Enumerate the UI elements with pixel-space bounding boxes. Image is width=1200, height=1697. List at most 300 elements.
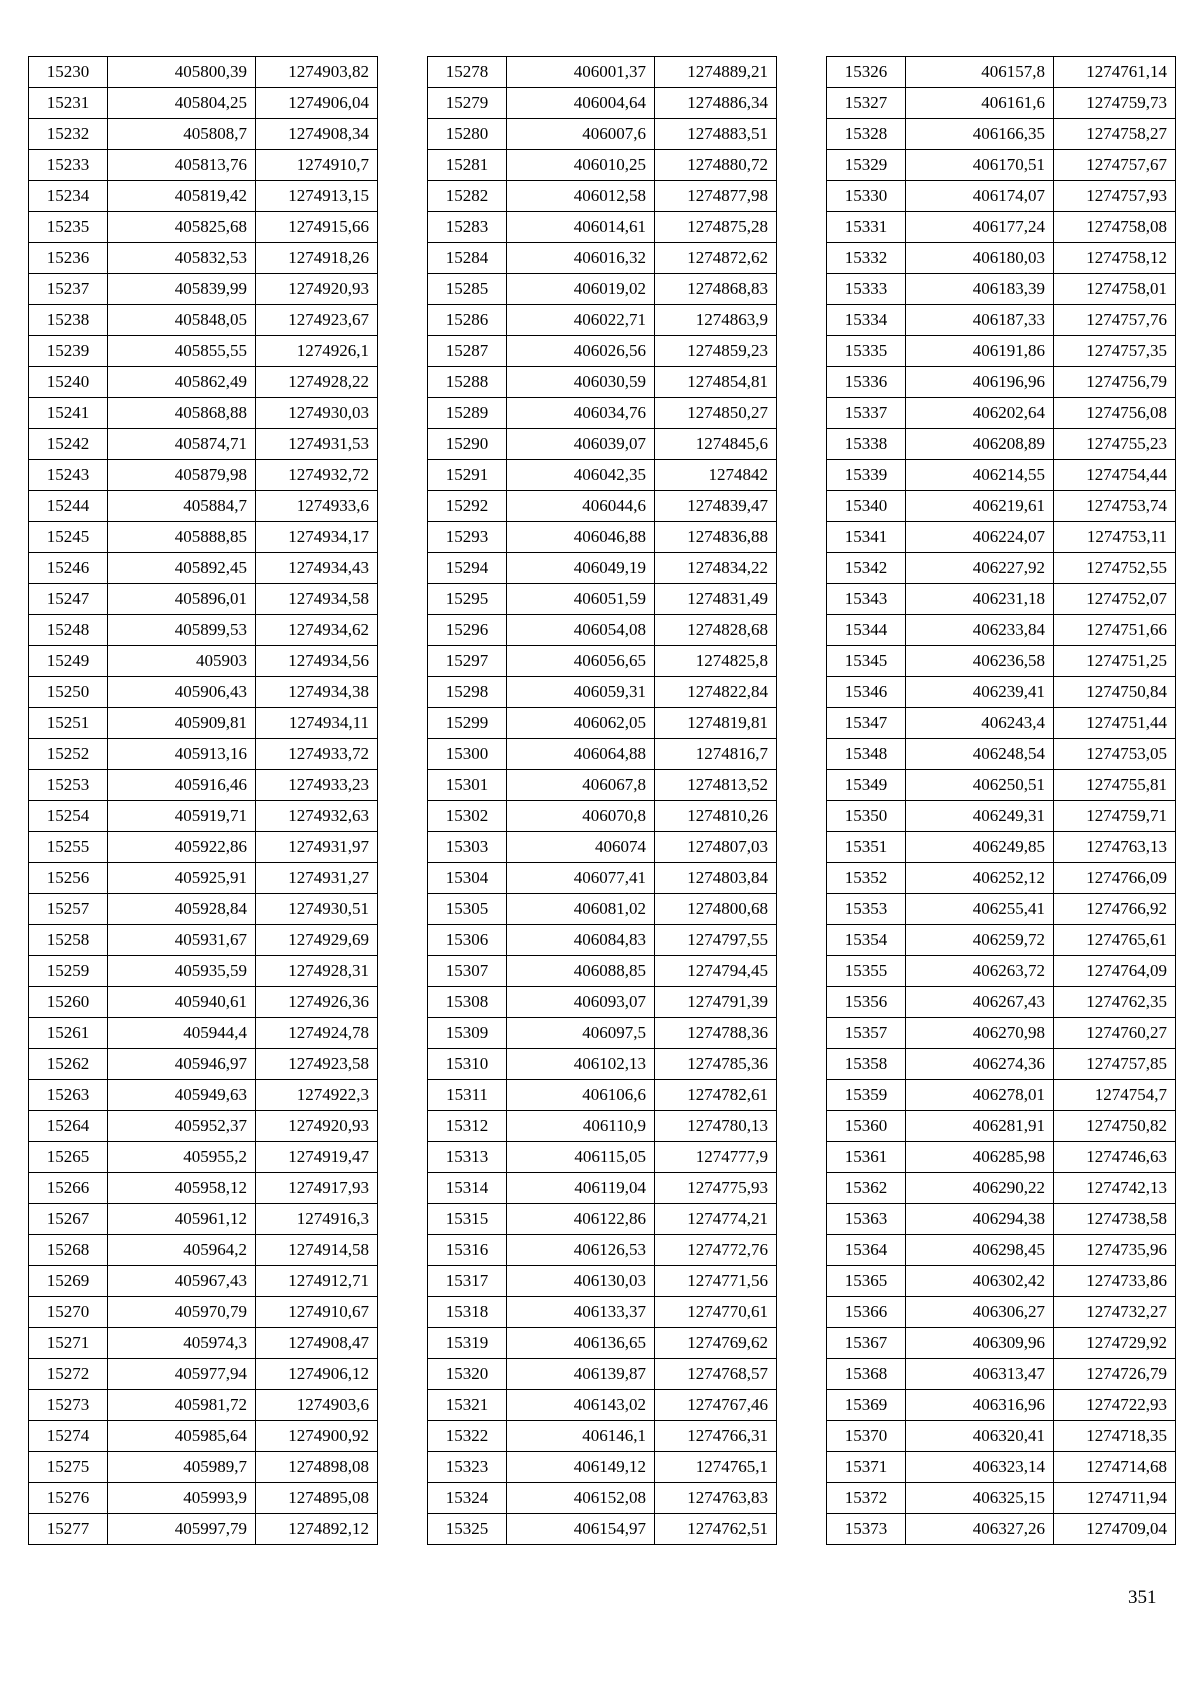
- point-number-cell: 15233: [29, 150, 108, 181]
- table-row: [29, 646, 378, 677]
- point-number-cell: 15287: [428, 336, 507, 367]
- x-coordinate-cell: 406224,07: [906, 522, 1054, 553]
- coordinate-table-1: [28, 56, 378, 1545]
- table-row: [827, 522, 1176, 553]
- y-coordinate-cell: 1274762,51: [655, 1514, 777, 1545]
- y-coordinate-cell: 1274825,8: [655, 646, 777, 677]
- x-coordinate-cell: 406170,51: [906, 150, 1054, 181]
- point-number-cell: 15259: [29, 956, 108, 987]
- x-coordinate-cell: 406046,88: [507, 522, 655, 553]
- x-coordinate-cell: 406187,33: [906, 305, 1054, 336]
- table-row: [29, 1359, 378, 1390]
- x-coordinate-cell: 405952,37: [108, 1111, 256, 1142]
- y-coordinate-cell: 1274923,58: [256, 1049, 378, 1080]
- table-row: [428, 1452, 777, 1483]
- y-coordinate-cell: 1274763,83: [655, 1483, 777, 1514]
- point-number-cell: 15235: [29, 212, 108, 243]
- y-coordinate-cell: 1274930,03: [256, 398, 378, 429]
- table-row: [428, 646, 777, 677]
- y-coordinate-cell: 1274746,63: [1054, 1142, 1176, 1173]
- x-coordinate-cell: 406044,6: [507, 491, 655, 522]
- table-row: [827, 832, 1176, 863]
- y-coordinate-cell: 1274711,94: [1054, 1483, 1176, 1514]
- table-row: [428, 305, 777, 336]
- table-row: [428, 57, 777, 88]
- table-row: [428, 1390, 777, 1421]
- table-row: [29, 1111, 378, 1142]
- y-coordinate-cell: 1274933,6: [256, 491, 378, 522]
- y-coordinate-cell: 1274813,52: [655, 770, 777, 801]
- table-row: [29, 1173, 378, 1204]
- y-coordinate-cell: 1274766,09: [1054, 863, 1176, 894]
- table-row: [29, 1483, 378, 1514]
- table-row: [827, 1142, 1176, 1173]
- y-coordinate-cell: 1274735,96: [1054, 1235, 1176, 1266]
- x-coordinate-cell: 405855,55: [108, 336, 256, 367]
- x-coordinate-cell: 405925,91: [108, 863, 256, 894]
- y-coordinate-cell: 1274923,67: [256, 305, 378, 336]
- table-row: [827, 150, 1176, 181]
- point-number-cell: 15254: [29, 801, 108, 832]
- point-number-cell: 15358: [827, 1049, 906, 1080]
- y-coordinate-cell: 1274886,34: [655, 88, 777, 119]
- x-coordinate-cell: 406115,05: [507, 1142, 655, 1173]
- x-coordinate-cell: 406248,54: [906, 739, 1054, 770]
- x-coordinate-cell: 406130,03: [507, 1266, 655, 1297]
- x-coordinate-cell: 405813,76: [108, 150, 256, 181]
- table-row: [827, 491, 1176, 522]
- y-coordinate-cell: 1274751,25: [1054, 646, 1176, 677]
- point-number-cell: 15324: [428, 1483, 507, 1514]
- table-row: [827, 1421, 1176, 1452]
- point-number-cell: 15351: [827, 832, 906, 863]
- table-row: [29, 956, 378, 987]
- point-number-cell: 15250: [29, 677, 108, 708]
- table-row: [827, 119, 1176, 150]
- table-row: [827, 987, 1176, 1018]
- x-coordinate-cell: 406001,37: [507, 57, 655, 88]
- x-coordinate-cell: 406306,27: [906, 1297, 1054, 1328]
- y-coordinate-cell: 1274750,82: [1054, 1111, 1176, 1142]
- y-coordinate-cell: 1274751,66: [1054, 615, 1176, 646]
- x-coordinate-cell: 406012,58: [507, 181, 655, 212]
- point-number-cell: 15332: [827, 243, 906, 274]
- table-row: [428, 336, 777, 367]
- y-coordinate-cell: 1274760,27: [1054, 1018, 1176, 1049]
- y-coordinate-cell: 1274753,11: [1054, 522, 1176, 553]
- x-coordinate-cell: 406298,45: [906, 1235, 1054, 1266]
- x-coordinate-cell: 406313,47: [906, 1359, 1054, 1390]
- table-row: [428, 1235, 777, 1266]
- y-coordinate-cell: 1274845,6: [655, 429, 777, 460]
- y-coordinate-cell: 1274763,13: [1054, 832, 1176, 863]
- table-row: [29, 274, 378, 305]
- point-number-cell: 15295: [428, 584, 507, 615]
- table-row: [29, 584, 378, 615]
- table-row: [29, 739, 378, 770]
- y-coordinate-cell: 1274750,84: [1054, 677, 1176, 708]
- y-coordinate-cell: 1274828,68: [655, 615, 777, 646]
- point-number-cell: 15310: [428, 1049, 507, 1080]
- y-coordinate-cell: 1274859,23: [655, 336, 777, 367]
- x-coordinate-cell: 406231,18: [906, 584, 1054, 615]
- x-coordinate-cell: 405874,71: [108, 429, 256, 460]
- table-row: [827, 274, 1176, 305]
- point-number-cell: 15341: [827, 522, 906, 553]
- y-coordinate-cell: 1274757,93: [1054, 181, 1176, 212]
- table-row: [428, 553, 777, 584]
- x-coordinate-cell: 406191,86: [906, 336, 1054, 367]
- x-coordinate-cell: 406249,85: [906, 832, 1054, 863]
- point-number-cell: 15369: [827, 1390, 906, 1421]
- point-number-cell: 15297: [428, 646, 507, 677]
- x-coordinate-cell: 406074: [507, 832, 655, 863]
- point-number-cell: 15359: [827, 1080, 906, 1111]
- table-row: [29, 1235, 378, 1266]
- table-row: [29, 553, 378, 584]
- point-number-cell: 15325: [428, 1514, 507, 1545]
- table-row: [827, 708, 1176, 739]
- x-coordinate-cell: 405903: [108, 646, 256, 677]
- table-row: [29, 1266, 378, 1297]
- y-coordinate-cell: 1274929,69: [256, 925, 378, 956]
- point-number-cell: 15238: [29, 305, 108, 336]
- point-number-cell: 15244: [29, 491, 108, 522]
- y-coordinate-cell: 1274922,3: [256, 1080, 378, 1111]
- table-row: [29, 212, 378, 243]
- x-coordinate-cell: 406133,37: [507, 1297, 655, 1328]
- point-number-cell: 15337: [827, 398, 906, 429]
- table-row: [428, 863, 777, 894]
- y-coordinate-cell: 1274931,97: [256, 832, 378, 863]
- table-row: [29, 57, 378, 88]
- x-coordinate-cell: 406183,39: [906, 274, 1054, 305]
- y-coordinate-cell: 1274726,79: [1054, 1359, 1176, 1390]
- point-number-cell: 15262: [29, 1049, 108, 1080]
- x-coordinate-cell: 406250,51: [906, 770, 1054, 801]
- y-coordinate-cell: 1274751,44: [1054, 708, 1176, 739]
- table-row: [29, 894, 378, 925]
- x-coordinate-cell: 405940,61: [108, 987, 256, 1018]
- table-row: [827, 1049, 1176, 1080]
- table-row: [29, 1297, 378, 1328]
- table-row: [827, 1297, 1176, 1328]
- x-coordinate-cell: 405906,43: [108, 677, 256, 708]
- table-row: [428, 1173, 777, 1204]
- point-number-cell: 15328: [827, 119, 906, 150]
- table-row: [428, 522, 777, 553]
- point-number-cell: 15306: [428, 925, 507, 956]
- y-coordinate-cell: 1274903,82: [256, 57, 378, 88]
- x-coordinate-cell: 406243,4: [906, 708, 1054, 739]
- point-number-cell: 15280: [428, 119, 507, 150]
- table-row: [428, 1111, 777, 1142]
- point-number-cell: 15315: [428, 1204, 507, 1235]
- x-coordinate-cell: 406019,02: [507, 274, 655, 305]
- point-number-cell: 15276: [29, 1483, 108, 1514]
- x-coordinate-cell: 406320,41: [906, 1421, 1054, 1452]
- x-coordinate-cell: 406259,72: [906, 925, 1054, 956]
- y-coordinate-cell: 1274714,68: [1054, 1452, 1176, 1483]
- y-coordinate-cell: 1274777,9: [655, 1142, 777, 1173]
- point-number-cell: 15335: [827, 336, 906, 367]
- y-coordinate-cell: 1274917,93: [256, 1173, 378, 1204]
- x-coordinate-cell: 406290,22: [906, 1173, 1054, 1204]
- y-coordinate-cell: 1274910,7: [256, 150, 378, 181]
- y-coordinate-cell: 1274764,09: [1054, 956, 1176, 987]
- x-coordinate-cell: 405935,59: [108, 956, 256, 987]
- x-coordinate-cell: 406122,86: [507, 1204, 655, 1235]
- y-coordinate-cell: 1274757,67: [1054, 150, 1176, 181]
- y-coordinate-cell: 1274791,39: [655, 987, 777, 1018]
- y-coordinate-cell: 1274928,31: [256, 956, 378, 987]
- y-coordinate-cell: 1274903,6: [256, 1390, 378, 1421]
- point-number-cell: 15252: [29, 739, 108, 770]
- x-coordinate-cell: 405955,2: [108, 1142, 256, 1173]
- y-coordinate-cell: 1274742,13: [1054, 1173, 1176, 1204]
- x-coordinate-cell: 406010,25: [507, 150, 655, 181]
- x-coordinate-cell: 405916,46: [108, 770, 256, 801]
- x-coordinate-cell: 406007,6: [507, 119, 655, 150]
- point-number-cell: 15263: [29, 1080, 108, 1111]
- y-coordinate-cell: 1274906,04: [256, 88, 378, 119]
- table-row: [29, 336, 378, 367]
- y-coordinate-cell: 1274800,68: [655, 894, 777, 925]
- x-coordinate-cell: 406233,84: [906, 615, 1054, 646]
- point-number-cell: 15312: [428, 1111, 507, 1142]
- x-coordinate-cell: 405993,9: [108, 1483, 256, 1514]
- y-coordinate-cell: 1274816,7: [655, 739, 777, 770]
- point-number-cell: 15307: [428, 956, 507, 987]
- table-row: [428, 1297, 777, 1328]
- table-row: [29, 460, 378, 491]
- y-coordinate-cell: 1274770,61: [655, 1297, 777, 1328]
- point-number-cell: 15286: [428, 305, 507, 336]
- point-number-cell: 15343: [827, 584, 906, 615]
- y-coordinate-cell: 1274768,57: [655, 1359, 777, 1390]
- x-coordinate-cell: 406309,96: [906, 1328, 1054, 1359]
- table-row: [827, 367, 1176, 398]
- point-number-cell: 15296: [428, 615, 507, 646]
- coordinate-table-2: [427, 56, 777, 1545]
- x-coordinate-cell: 406252,12: [906, 863, 1054, 894]
- y-coordinate-cell: 1274765,1: [655, 1452, 777, 1483]
- y-coordinate-cell: 1274810,26: [655, 801, 777, 832]
- table-row: [428, 739, 777, 770]
- point-number-cell: 15319: [428, 1328, 507, 1359]
- point-number-cell: 15339: [827, 460, 906, 491]
- table-row: [827, 925, 1176, 956]
- x-coordinate-cell: 405896,01: [108, 584, 256, 615]
- point-number-cell: 15230: [29, 57, 108, 88]
- x-coordinate-cell: 405997,79: [108, 1514, 256, 1545]
- x-coordinate-cell: 406294,38: [906, 1204, 1054, 1235]
- x-coordinate-cell: 406316,96: [906, 1390, 1054, 1421]
- point-number-cell: 15269: [29, 1266, 108, 1297]
- table-row: [428, 243, 777, 274]
- point-number-cell: 15320: [428, 1359, 507, 1390]
- point-number-cell: 15247: [29, 584, 108, 615]
- table-row: [827, 553, 1176, 584]
- table-row: [29, 987, 378, 1018]
- point-number-cell: 15344: [827, 615, 906, 646]
- table-row: [827, 739, 1176, 770]
- x-coordinate-cell: 406239,41: [906, 677, 1054, 708]
- table-row: [428, 1080, 777, 1111]
- point-number-cell: 15347: [827, 708, 906, 739]
- y-coordinate-cell: 1274875,28: [655, 212, 777, 243]
- table-row: [827, 1359, 1176, 1390]
- y-coordinate-cell: 1274752,55: [1054, 553, 1176, 584]
- x-coordinate-cell: 406034,76: [507, 398, 655, 429]
- y-coordinate-cell: 1274900,92: [256, 1421, 378, 1452]
- point-number-cell: 15367: [827, 1328, 906, 1359]
- x-coordinate-cell: 406062,05: [507, 708, 655, 739]
- point-number-cell: 15240: [29, 367, 108, 398]
- point-number-cell: 15285: [428, 274, 507, 305]
- y-coordinate-cell: 1274803,84: [655, 863, 777, 894]
- table-row: [29, 243, 378, 274]
- y-coordinate-cell: 1274807,03: [655, 832, 777, 863]
- table-row: [428, 987, 777, 1018]
- table-row: [827, 584, 1176, 615]
- x-coordinate-cell: 405825,68: [108, 212, 256, 243]
- table-row: [29, 367, 378, 398]
- table-row: [827, 305, 1176, 336]
- x-coordinate-cell: 406004,64: [507, 88, 655, 119]
- y-coordinate-cell: 1274757,76: [1054, 305, 1176, 336]
- table-row: [29, 119, 378, 150]
- table-row: [428, 708, 777, 739]
- y-coordinate-cell: 1274738,58: [1054, 1204, 1176, 1235]
- point-number-cell: 15231: [29, 88, 108, 119]
- x-coordinate-cell: 406236,58: [906, 646, 1054, 677]
- x-coordinate-cell: 406325,15: [906, 1483, 1054, 1514]
- point-number-cell: 15327: [827, 88, 906, 119]
- table-row: [428, 677, 777, 708]
- table-row: [29, 1390, 378, 1421]
- y-coordinate-cell: 1274785,36: [655, 1049, 777, 1080]
- point-number-cell: 15372: [827, 1483, 906, 1514]
- table-row: [428, 181, 777, 212]
- x-coordinate-cell: 405899,53: [108, 615, 256, 646]
- x-coordinate-cell: 405819,42: [108, 181, 256, 212]
- x-coordinate-cell: 406119,04: [507, 1173, 655, 1204]
- table-row: [428, 88, 777, 119]
- y-coordinate-cell: 1274892,12: [256, 1514, 378, 1545]
- x-coordinate-cell: 405928,84: [108, 894, 256, 925]
- y-coordinate-cell: 1274753,74: [1054, 491, 1176, 522]
- y-coordinate-cell: 1274933,72: [256, 739, 378, 770]
- point-number-cell: 15331: [827, 212, 906, 243]
- x-coordinate-cell: 405919,71: [108, 801, 256, 832]
- point-number-cell: 15290: [428, 429, 507, 460]
- y-coordinate-cell: 1274732,27: [1054, 1297, 1176, 1328]
- x-coordinate-cell: 406267,43: [906, 987, 1054, 1018]
- y-coordinate-cell: 1274767,46: [655, 1390, 777, 1421]
- point-number-cell: 15245: [29, 522, 108, 553]
- point-number-cell: 15246: [29, 553, 108, 584]
- table-row: [827, 57, 1176, 88]
- point-number-cell: 15368: [827, 1359, 906, 1390]
- table-row: [29, 615, 378, 646]
- table-row: [29, 88, 378, 119]
- x-coordinate-cell: 405892,45: [108, 553, 256, 584]
- point-number-cell: 15261: [29, 1018, 108, 1049]
- x-coordinate-cell: 405949,63: [108, 1080, 256, 1111]
- table-row: [827, 894, 1176, 925]
- table-row: [29, 1421, 378, 1452]
- x-coordinate-cell: 406152,08: [507, 1483, 655, 1514]
- y-coordinate-cell: 1274933,23: [256, 770, 378, 801]
- y-coordinate-cell: 1274928,22: [256, 367, 378, 398]
- point-number-cell: 15281: [428, 150, 507, 181]
- x-coordinate-cell: 406093,07: [507, 987, 655, 1018]
- x-coordinate-cell: 405967,43: [108, 1266, 256, 1297]
- x-coordinate-cell: 406278,01: [906, 1080, 1054, 1111]
- point-number-cell: 15309: [428, 1018, 507, 1049]
- point-number-cell: 15283: [428, 212, 507, 243]
- x-coordinate-cell: 405868,88: [108, 398, 256, 429]
- point-number-cell: 15273: [29, 1390, 108, 1421]
- x-coordinate-cell: 406154,97: [507, 1514, 655, 1545]
- table-row: [428, 150, 777, 181]
- y-coordinate-cell: 1274898,08: [256, 1452, 378, 1483]
- table-row: [827, 1018, 1176, 1049]
- table-row: [827, 863, 1176, 894]
- table-row: [428, 894, 777, 925]
- x-coordinate-cell: 405922,86: [108, 832, 256, 863]
- x-coordinate-cell: 406143,02: [507, 1390, 655, 1421]
- x-coordinate-cell: 406146,1: [507, 1421, 655, 1452]
- y-coordinate-cell: 1274906,12: [256, 1359, 378, 1390]
- x-coordinate-cell: 405931,67: [108, 925, 256, 956]
- x-coordinate-cell: 406323,14: [906, 1452, 1054, 1483]
- table-row: [827, 677, 1176, 708]
- x-coordinate-cell: 406219,61: [906, 491, 1054, 522]
- x-coordinate-cell: 406084,83: [507, 925, 655, 956]
- y-coordinate-cell: 1274766,31: [655, 1421, 777, 1452]
- table-row: [827, 1390, 1176, 1421]
- x-coordinate-cell: 406270,98: [906, 1018, 1054, 1049]
- point-number-cell: 15366: [827, 1297, 906, 1328]
- x-coordinate-cell: 406327,26: [906, 1514, 1054, 1545]
- x-coordinate-cell: 406166,35: [906, 119, 1054, 150]
- table-row: [827, 1173, 1176, 1204]
- x-coordinate-cell: 406067,8: [507, 770, 655, 801]
- y-coordinate-cell: 1274766,92: [1054, 894, 1176, 925]
- y-coordinate-cell: 1274836,88: [655, 522, 777, 553]
- point-number-cell: 15289: [428, 398, 507, 429]
- point-number-cell: 15241: [29, 398, 108, 429]
- point-number-cell: 15373: [827, 1514, 906, 1545]
- point-number-cell: 15234: [29, 181, 108, 212]
- y-coordinate-cell: 1274761,14: [1054, 57, 1176, 88]
- x-coordinate-cell: 405981,72: [108, 1390, 256, 1421]
- point-number-cell: 15279: [428, 88, 507, 119]
- y-coordinate-cell: 1274797,55: [655, 925, 777, 956]
- table-row: [428, 119, 777, 150]
- x-coordinate-cell: 405848,05: [108, 305, 256, 336]
- point-number-cell: 15342: [827, 553, 906, 584]
- y-coordinate-cell: 1274774,21: [655, 1204, 777, 1235]
- table-row: [428, 956, 777, 987]
- point-number-cell: 15267: [29, 1204, 108, 1235]
- table-row: [29, 1142, 378, 1173]
- table-row: [29, 398, 378, 429]
- table-row: [29, 522, 378, 553]
- point-number-cell: 15318: [428, 1297, 507, 1328]
